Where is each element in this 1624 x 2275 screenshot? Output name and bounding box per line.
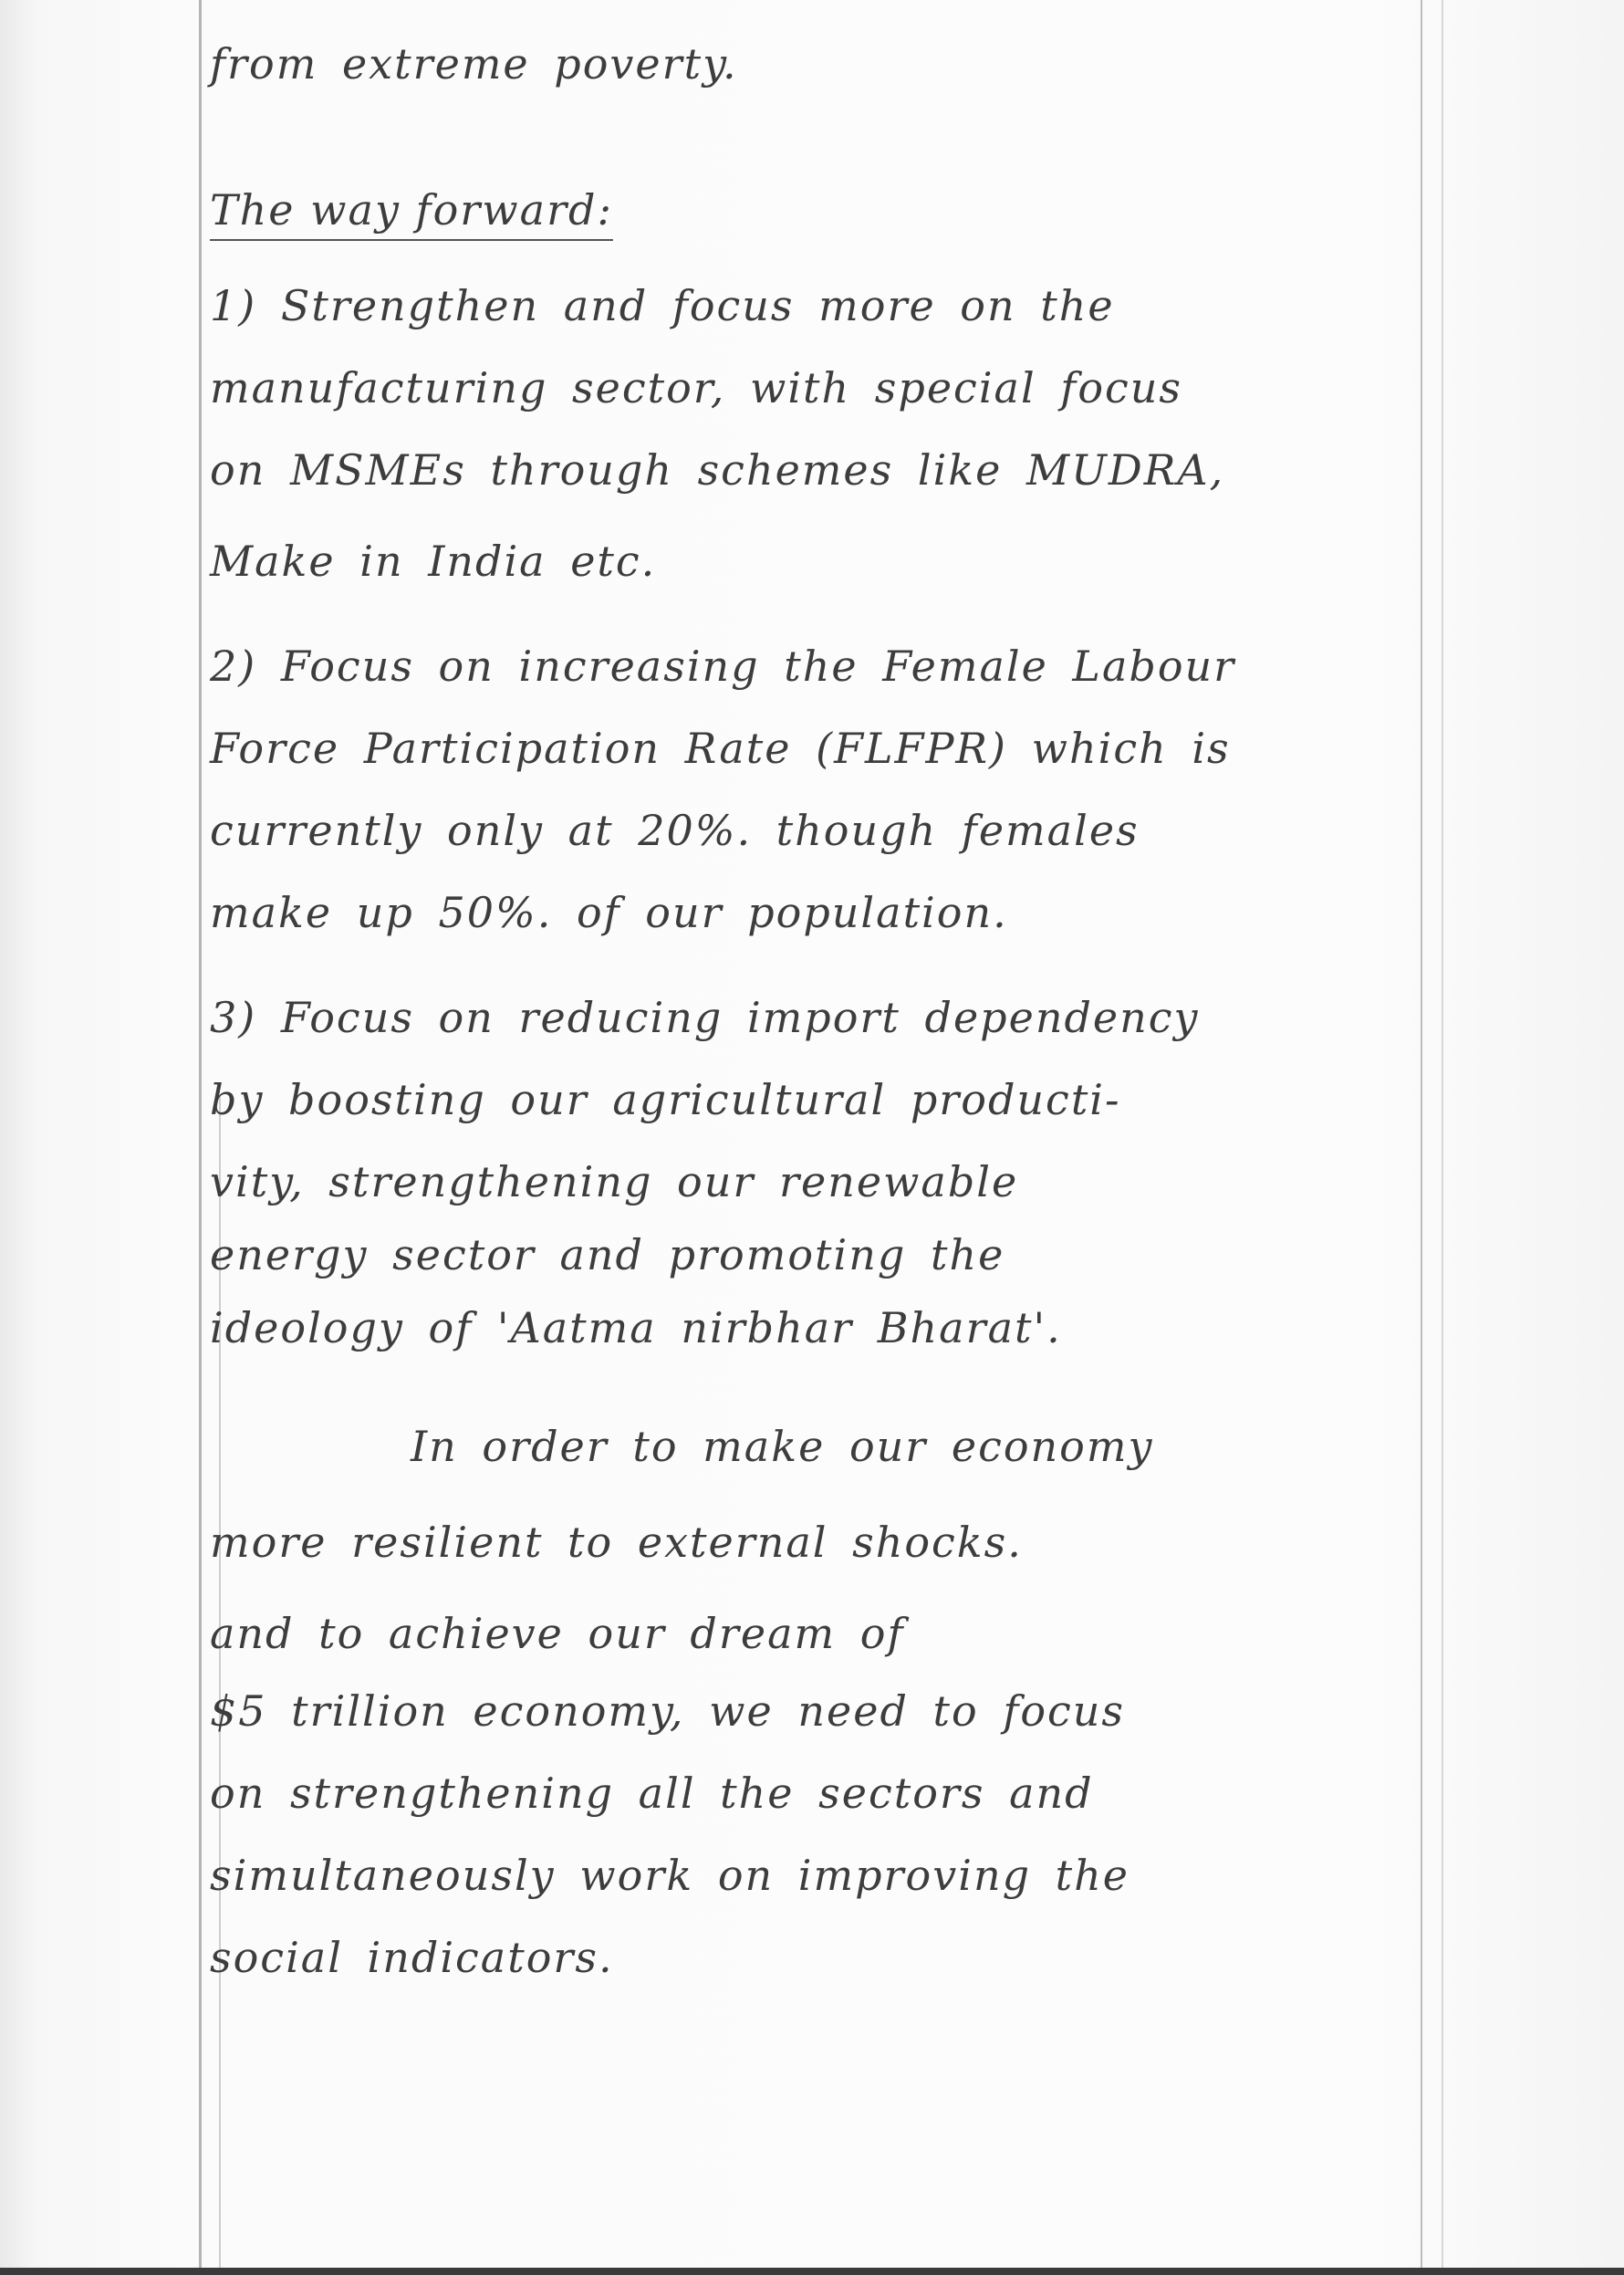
text-line: 1) Strengthen and focus more on the [210,281,1115,330]
text-line: manufacturing sector, with special focus [210,363,1183,412]
text-line: from extreme poverty. [210,39,738,89]
text-line: on MSMEs through schemes like MUDRA, [210,445,1225,495]
text-line: In order to make our economy [411,1422,1154,1471]
text-line: simultaneously work on improving the [210,1851,1130,1900]
text-line: make up 50%. of our population. [210,888,1008,937]
text-line: on strengthening all the sectors and [210,1769,1094,1818]
text-line: energy sector and promoting the [210,1230,1005,1279]
text-line: by boosting our agricultural producti- [210,1075,1121,1124]
right-margin-line [1421,0,1422,2268]
text-line: $5 trillion economy, we need to focus [210,1686,1126,1736]
left-margin-line [199,0,202,2268]
text-line: 3) Focus on reducing import dependency [210,993,1200,1042]
text-line: ideology of 'Aatma nirbhar Bharat'. [210,1303,1062,1352]
section-heading: The way forward: [210,183,613,241]
text-line: and to achieve our dream of [210,1609,905,1658]
text-line: Make in India etc. [210,537,657,586]
text-line: vity, strengthening our renewable [210,1157,1019,1206]
text-line: 2) Focus on increasing the Female Labour [210,642,1236,691]
page-bottom-edge [0,2268,1624,2275]
right-margin-line-secondary [1442,0,1443,2268]
text-line: social indicators. [210,1933,614,1982]
text-line: Force Participation Rate (FLFPR) which is [210,724,1231,773]
text-line: currently only at 20%. though females [210,806,1140,855]
text-line: more resilient to external shocks. [210,1518,1023,1567]
